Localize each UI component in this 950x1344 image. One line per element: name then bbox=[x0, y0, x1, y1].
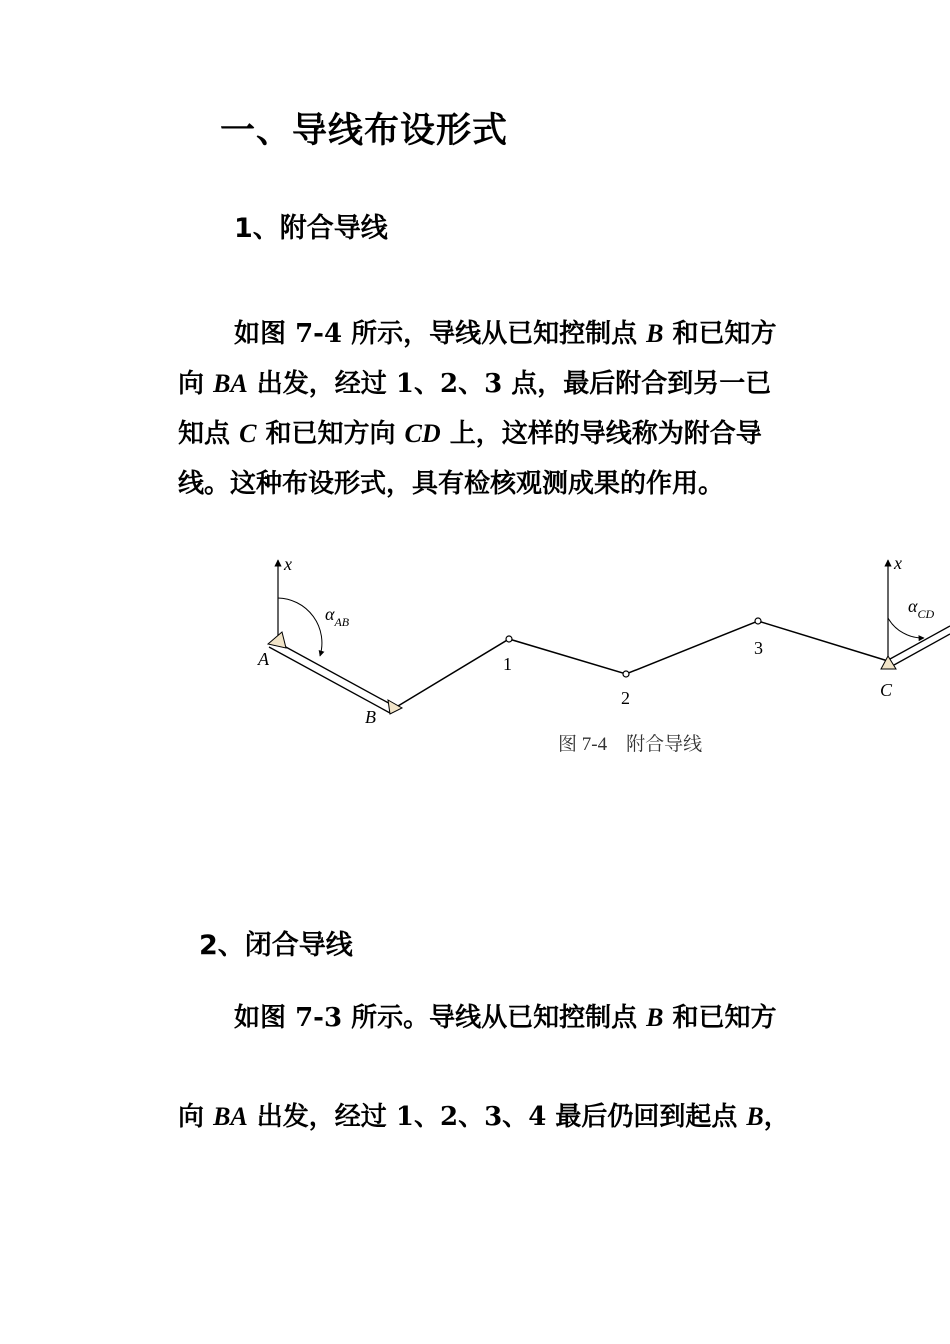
page-heading: 一、导线布设形式 bbox=[220, 111, 509, 151]
point-a-marker bbox=[268, 632, 286, 648]
section-2-line-1: 如图 7-3 所示。导线从已知控制点 B 和已知方 bbox=[234, 1003, 777, 1033]
section-2-line-2: 向 BA 出发，经过 1、2、3、4 最后仍回到起点 B， bbox=[178, 1102, 790, 1132]
known-side-cd bbox=[890, 626, 950, 659]
label-a: A bbox=[258, 649, 269, 669]
section-1-title: 1、附合导线 bbox=[234, 213, 388, 244]
traverse-figure bbox=[240, 548, 950, 764]
section-1-line-2: 向 BA 出发，经过 1、2、3 点，最后附合到另一已 bbox=[178, 369, 772, 399]
section-1-line-4: 线。这种布设形式，具有检核观测成果的作用。 bbox=[178, 469, 725, 499]
section-2-title: 2、闭合导线 bbox=[199, 930, 353, 961]
alpha-cd-symbol: $\alpha_{CD}$ bbox=[908, 596, 935, 621]
label-1: 1 bbox=[503, 654, 512, 674]
label-c: C bbox=[880, 680, 893, 700]
x-axis-right-label: x bbox=[894, 553, 902, 573]
point-b-marker bbox=[388, 700, 402, 714]
traverse-line bbox=[398, 621, 888, 706]
x-axis-left-label: x bbox=[284, 554, 292, 574]
angle-arc-cd bbox=[888, 618, 924, 638]
point-c-marker bbox=[881, 656, 896, 669]
station-1 bbox=[506, 636, 512, 642]
section-1-line-3: 知点 C 和已知方向 CD 上，这样的导线称为附合导 bbox=[178, 419, 762, 449]
label-3: 3 bbox=[754, 638, 763, 658]
alpha-ab-symbol: $\alpha_{AB}$ bbox=[325, 604, 350, 629]
known-side-ab bbox=[273, 640, 394, 706]
station-3 bbox=[755, 618, 761, 624]
section-1-line-1: 如图 7-4 所示，导线从已知控制点 B 和已知方 bbox=[234, 319, 777, 349]
label-2: 2 bbox=[621, 688, 630, 708]
figure-caption: 图 7-4 附合导线 bbox=[558, 734, 703, 755]
station-2 bbox=[623, 671, 629, 677]
label-b: B bbox=[365, 707, 376, 727]
